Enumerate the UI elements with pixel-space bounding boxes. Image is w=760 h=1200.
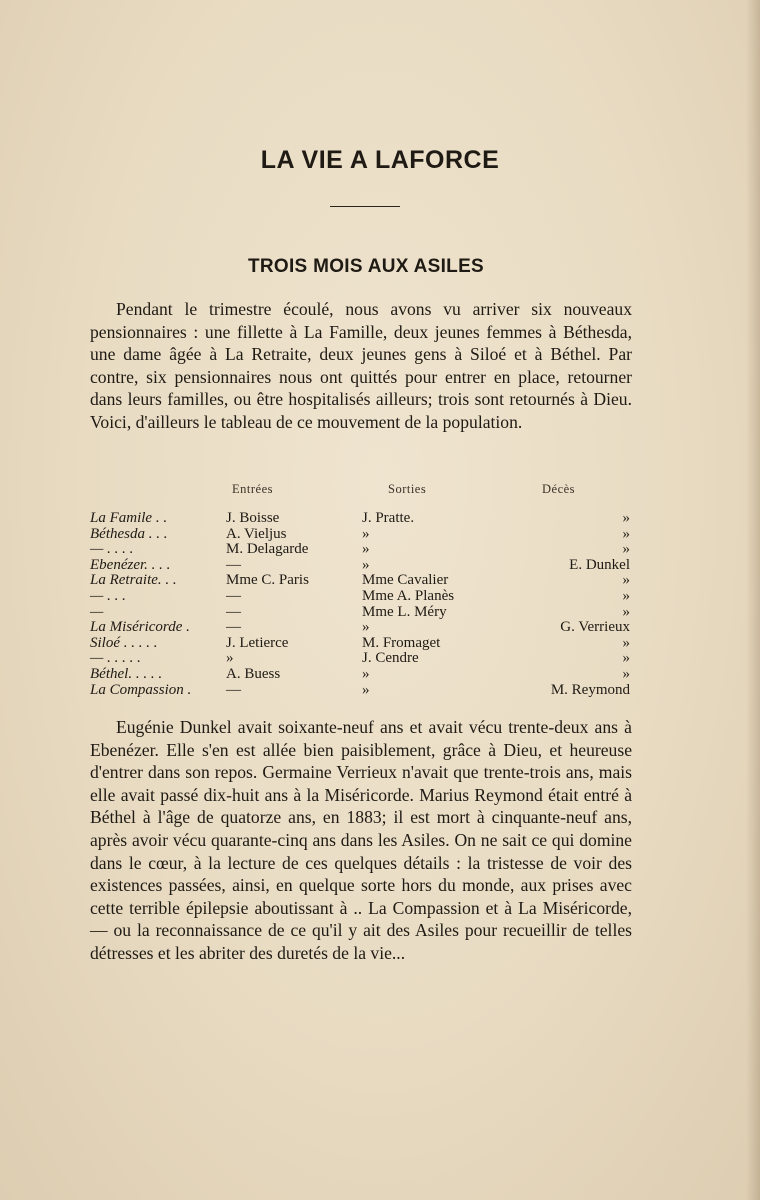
row-place: Béthesda . . . <box>90 525 168 542</box>
table-row <box>90 650 630 666</box>
row-place: Béthel. . . . . <box>90 666 163 682</box>
title-divider <box>330 206 400 207</box>
row-sortie: M. Fromaget <box>362 634 441 651</box>
row-place: La Compassion . <box>90 681 192 698</box>
row-deces: G. Verrieux <box>560 619 630 636</box>
table-row <box>90 526 630 542</box>
row-sortie: J. Cendre <box>362 650 419 667</box>
header-sorties: Sorties <box>388 482 427 496</box>
row-sortie: Mme A. Planès <box>362 588 455 604</box>
table-row <box>90 619 630 635</box>
closing-paragraph-text: Eugénie Dunkel avait soixante-neuf ans et avait vécu trente-deux ans à Ebenézer. Elle s'en est allée bien paisiblement, grâce à Dieu, et heureuse d'entrer dans son repos. Germaine Verrieux n'avait que trente-trois ans, mais elle avait passé dix-huit ans à la Miséricorde. Marius Reymond était entré à Béthel à l'âge de quatorze ans, en 1883; il est mort à cinquante-neuf ans, après avoir vécu quarante-cinq ans dans les Asiles. On ne sait ce qui domine dans le cœur, à la lecture de ces quelques détails : la tristesse de voir des existences passées, ainsi, en quelque sorte hors du monde, aux prises avec cette terrible épilepsie aboutissant à .. La Compassion et à La Miséricorde, — ou la reconnaissance de ce qu'il y ait des Asiles pour recueillir de telles détresses et les abriter des duretés de la vie... <box>90 717 632 963</box>
row-deces: M. Reymond <box>550 681 630 698</box>
table-row <box>90 510 630 526</box>
row-entree: A. Buess <box>226 666 281 682</box>
row-place: — . . . . . <box>90 650 141 667</box>
table-row <box>90 541 630 557</box>
row-sortie: » <box>362 681 370 698</box>
row-entree: — <box>226 619 241 636</box>
header-entrees: Entrées <box>232 482 273 496</box>
row-sortie: » <box>362 619 370 636</box>
row-sortie: J. Pratte. <box>362 510 415 526</box>
row-entree: — <box>226 681 241 698</box>
row-deces: » <box>622 525 630 542</box>
row-deces: » <box>622 588 630 604</box>
table-row <box>90 666 630 682</box>
section-title: TROIS MOIS AUX ASILES <box>247 256 485 277</box>
row-entree: — <box>226 603 241 620</box>
row-deces: » <box>622 650 630 667</box>
row-deces: » <box>622 572 630 589</box>
row-sortie: Mme L. Méry <box>362 603 447 620</box>
row-place: — . . . <box>90 588 126 604</box>
row-deces: E. Dunkel <box>569 556 630 573</box>
row-deces: » <box>622 666 630 682</box>
intro-paragraph <box>90 298 632 434</box>
row-entree: J. Letierce <box>226 634 289 651</box>
row-deces: » <box>622 603 630 620</box>
page-edge-shadow <box>746 0 760 1200</box>
row-place: La Retraite. . . <box>90 572 177 589</box>
row-place: — <box>90 603 104 620</box>
row-deces: » <box>622 510 630 526</box>
row-sortie: Mme Cavalier <box>362 572 449 589</box>
row-place: La Famile . . <box>90 510 168 526</box>
row-place: Ebenézer. . . . <box>90 556 171 573</box>
row-deces: » <box>622 634 630 651</box>
row-sortie: » <box>362 556 370 573</box>
header-deces: Décès <box>542 482 576 496</box>
row-entree: » <box>226 650 234 667</box>
row-place: La Miséricorde . <box>90 619 190 636</box>
table-row <box>90 682 630 698</box>
page-title: LA VIE A LAFORCE <box>260 146 500 174</box>
row-entree: — <box>226 556 241 573</box>
table-row <box>90 635 630 651</box>
row-place: — . . . . <box>90 541 134 558</box>
row-entree: — <box>226 588 241 604</box>
row-sortie: » <box>362 666 370 682</box>
table-row <box>90 572 630 588</box>
table-row <box>90 557 630 573</box>
row-sortie: » <box>362 541 370 558</box>
row-deces: » <box>622 541 630 558</box>
row-place: Siloé . . . . . <box>90 634 158 651</box>
row-entree: M. Delagarde <box>226 541 309 558</box>
row-entree: A. Vieljus <box>226 525 287 542</box>
table-row <box>90 588 630 604</box>
intro-paragraph-text: Pendant le trimestre écoulé, nous avons vu arriver six nouveaux pensionnaires : une fillette à La Famille, deux jeunes femmes à Béthesda, une dame âgée à La Retraite, deux jeunes gens à Siloé et à Béthel. Par contre, six pensionnaires nous ont quittés pour entrer en place, retourner dans leurs familles, ou être hospitalisés ailleurs; trois sont retournés à Dieu. Voici, d'ailleurs le tableau de ce mouvement de la population. <box>90 299 632 432</box>
row-entree: Mme C. Paris <box>226 572 309 589</box>
table-row <box>90 604 630 620</box>
row-sortie: » <box>362 525 370 542</box>
row-entree: J. Boisse <box>226 510 280 526</box>
closing-paragraph <box>90 716 632 965</box>
